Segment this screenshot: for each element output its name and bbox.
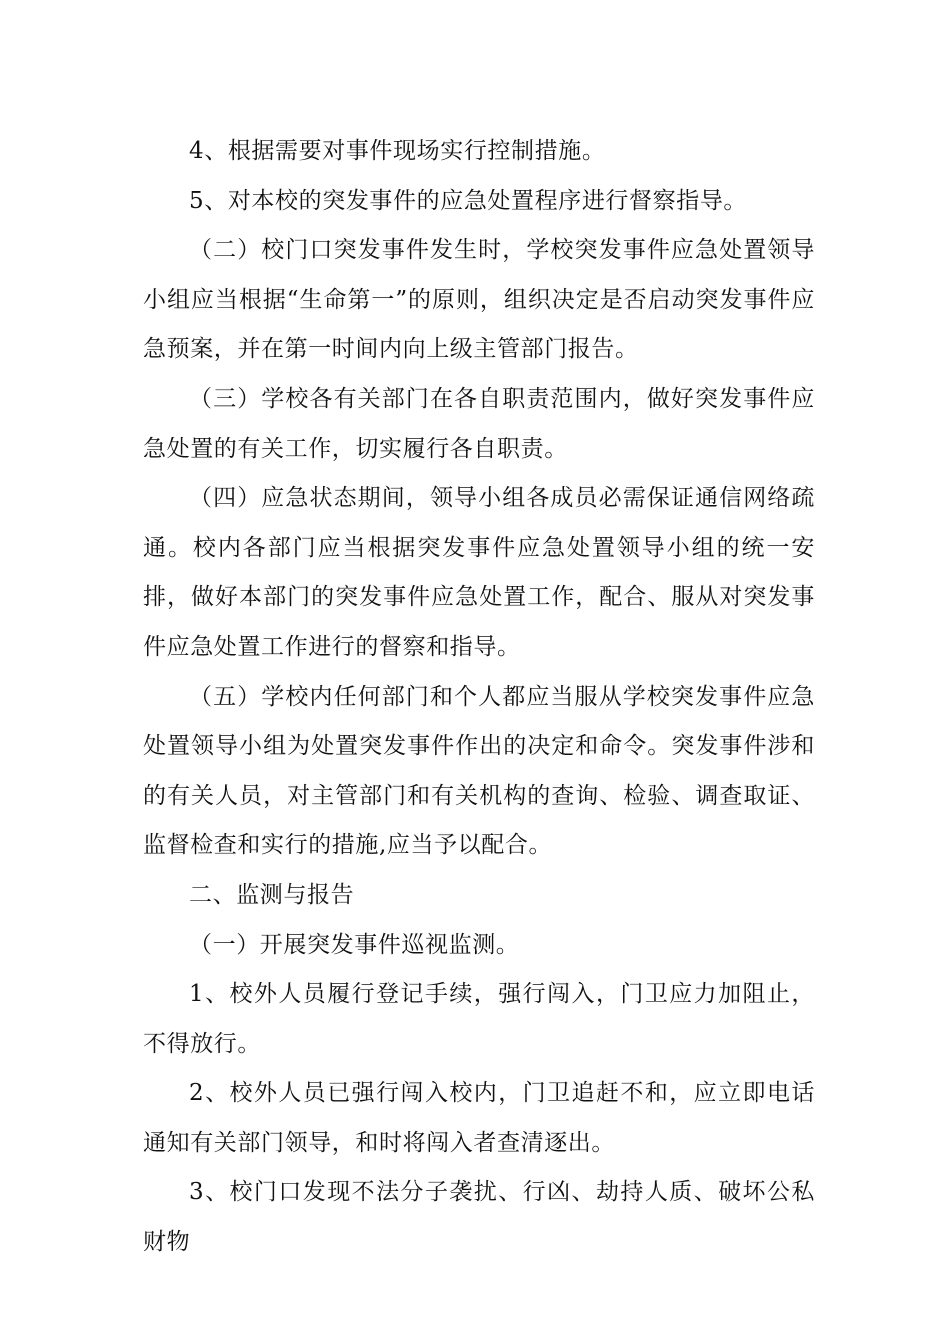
section-heading-monitoring: 二、监测与报告: [189, 881, 355, 908]
paragraph-section-3: （三）学校各有关部门在各自职责范围内，做好突发事件应急处置的有关工作，切实履行各自职责。: [143, 385, 815, 462]
paragraph-rule-1: 1、校外人员履行登记手续，强行闯入，门卫应力加阻止，不得放行。: [143, 981, 815, 1057]
document-body: [143, 127, 815, 1268]
paragraph-item-5: 5、对本校的突发事件的应急处置程序进行督察指导。: [189, 187, 748, 214]
paragraph-item-4: 4、根据需要对事件现场实行控制措施。: [189, 138, 606, 164]
subsection-heading-patrol: （一）开展突发事件巡视监测。: [189, 931, 520, 958]
paragraph-rule-2: 2、校外人员已强行闯入校内，门卫追赶不和，应立即电话通知有关部门领导，和时将闯入者查清逐出。: [143, 1080, 815, 1156]
paragraph-rule-3: 3、校门口发现不法分子袭扰、行凶、劫持人质、破坏公私财物: [143, 1179, 815, 1256]
paragraph-section-2: （二）校门口突发事件发生时，学校突发事件应急处置领导小组应当根据“生命第一”的原则，组织决定是否启动突发事件应急预案，并在第一时间内向上级主管部门报告。: [143, 237, 815, 363]
paragraph-section-4: （四）应急状态期间，领导小组各成员必需保证通信网络疏通。校内各部门应当根据突发事件应急处置领导小组的统一安排，做好本部门的突发事件应急处置工作，配合、服从对突发事件应急处置工作进行的督察和指导。: [143, 485, 815, 660]
paragraph-section-5: （五）学校内任何部门和个人都应当服从学校突发事件应急处置领导小组为处置突发事件作出的决定和命令。突发事件涉和的有关人员，对主管部门和有关机构的查询、检验、调查取证、监督检查和实行的措施,应当予以配合。: [143, 683, 815, 859]
